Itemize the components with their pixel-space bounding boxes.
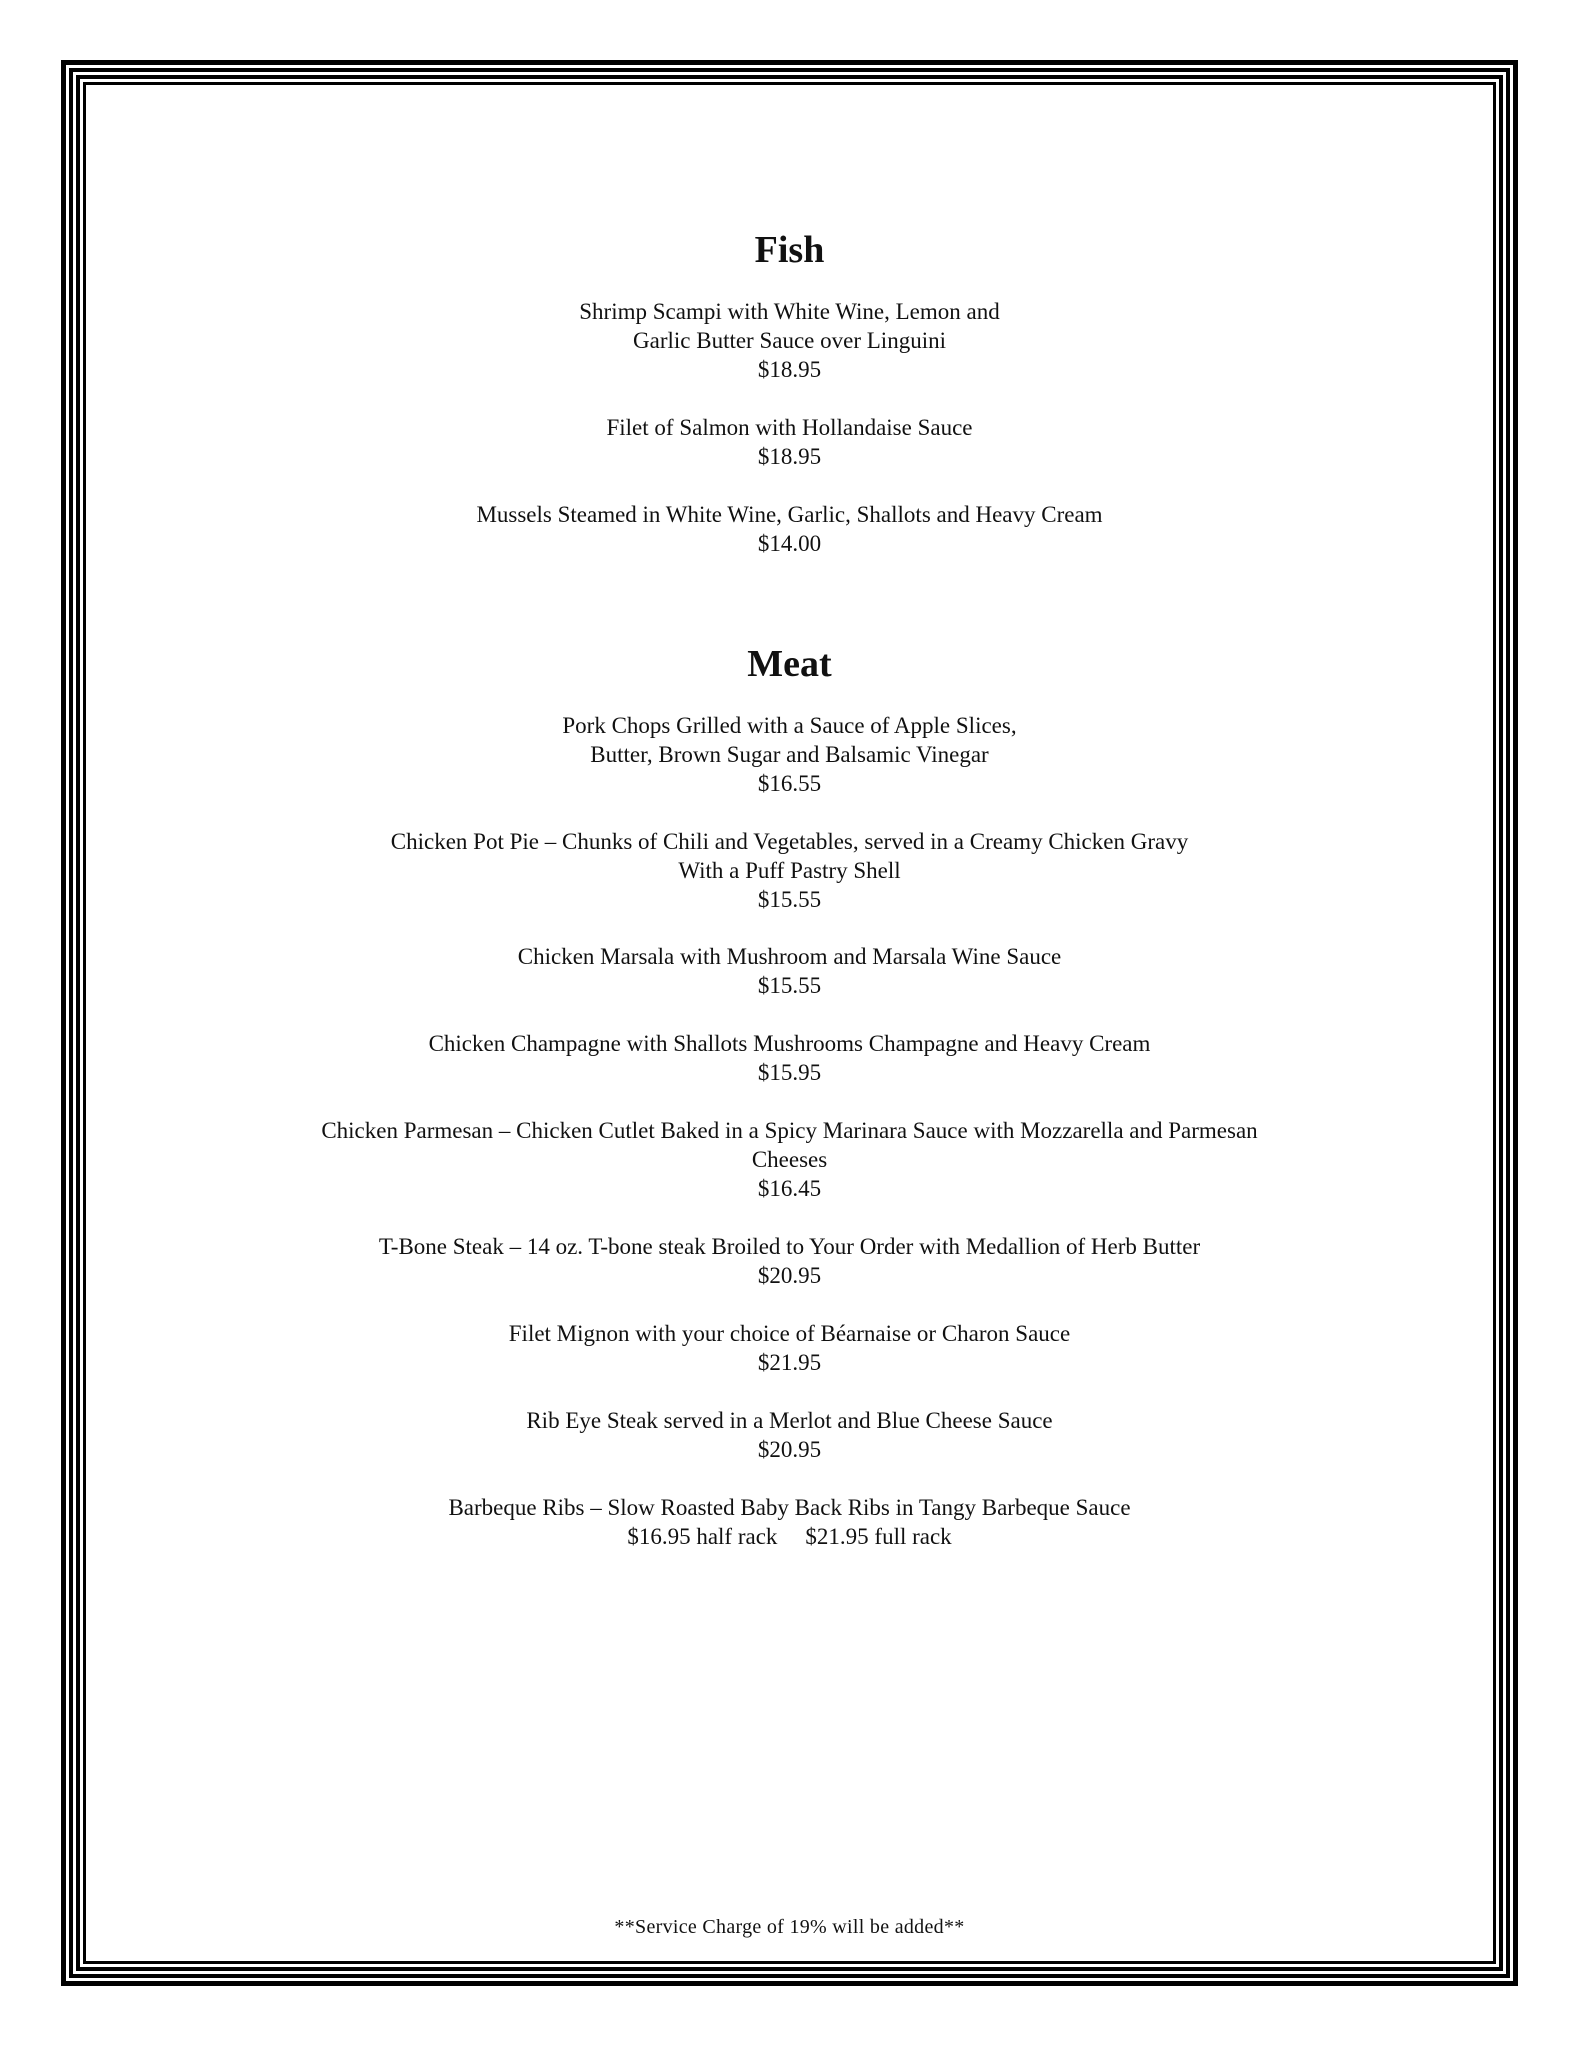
item-price: $15.55 bbox=[757, 887, 822, 912]
item-description-line: Chicken Champagne with Shallots Mushrooms Champagne and Heavy Cream bbox=[428, 1031, 1151, 1056]
item-price-options bbox=[90, 1522, 1489, 1551]
menu-item-filet-of-salmon bbox=[90, 413, 1489, 471]
item-price: $16.55 bbox=[757, 771, 822, 796]
item-description-line: Garlic Butter Sauce over Linguini bbox=[633, 328, 946, 353]
service-charge-note: **Service Charge of 19% will be added** bbox=[614, 1916, 965, 1938]
item-description-line: Filet of Salmon with Hollandaise Sauce bbox=[606, 415, 973, 440]
menu-item-chicken-parmesan bbox=[90, 1116, 1489, 1203]
item-description-line: Pork Chops Grilled with a Sauce of Apple Slices, bbox=[562, 713, 1017, 738]
menu-item-chicken-champagne bbox=[90, 1029, 1489, 1087]
item-description-line: T-Bone Steak – 14 oz. T-bone steak Broiled to Your Order with Medallion of Herb Butter bbox=[378, 1234, 1201, 1259]
item-description-line: Barbeque Ribs – Slow Roasted Baby Back Ribs in Tangy Barbeque Sauce bbox=[448, 1495, 1131, 1520]
item-description-line: Shrimp Scampi with White Wine, Lemon and bbox=[579, 299, 1000, 324]
item-description-line: Chicken Marsala with Mushroom and Marsala Wine Sauce bbox=[517, 944, 1062, 969]
item-price: $18.95 bbox=[757, 444, 822, 469]
menu-item-mussels bbox=[90, 500, 1489, 558]
item-description-line: Chicken Parmesan – Chicken Cutlet Baked in a Spicy Marinara Sauce with Mozzarella and Parmesan bbox=[321, 1118, 1258, 1143]
menu-item-shrimp-scampi bbox=[90, 297, 1489, 384]
item-description-line: Cheeses bbox=[751, 1147, 828, 1172]
menu-item-chicken-marsala bbox=[90, 942, 1489, 1000]
item-description-line: With a Puff Pastry Shell bbox=[678, 858, 901, 883]
item-price: $20.95 bbox=[757, 1437, 822, 1462]
item-price: $18.95 bbox=[757, 357, 822, 382]
menu-item-filet-mignon bbox=[90, 1319, 1489, 1377]
menu-item-rib-eye-steak bbox=[90, 1406, 1489, 1464]
item-description-line: Filet Mignon with your choice of Béarnaise or Charon Sauce bbox=[508, 1321, 1071, 1346]
item-price: $16.45 bbox=[757, 1176, 822, 1201]
section-title-meat: Meat bbox=[747, 643, 832, 685]
item-price: $21.95 bbox=[757, 1350, 822, 1375]
item-description-line: Mussels Steamed in White Wine, Garlic, Shallots and Heavy Cream bbox=[476, 502, 1103, 527]
item-price: $14.00 bbox=[757, 531, 822, 556]
item-description-line: Rib Eye Steak served in a Merlot and Blue Cheese Sauce bbox=[526, 1408, 1053, 1433]
menu-item-t-bone-steak bbox=[90, 1232, 1489, 1290]
menu-item-chicken-pot-pie bbox=[90, 827, 1489, 914]
item-price: $15.55 bbox=[757, 973, 822, 998]
menu-item-pork-chops bbox=[90, 711, 1489, 798]
item-price-full-rack: $21.95 full rack bbox=[805, 1524, 952, 1549]
item-description-line: Chicken Pot Pie – Chunks of Chili and Vegetables, served in a Creamy Chicken Gravy bbox=[390, 829, 1189, 854]
menu-item-barbeque-ribs bbox=[90, 1493, 1489, 1551]
item-price: $20.95 bbox=[757, 1263, 822, 1288]
item-price-half-rack: $16.95 half rack bbox=[627, 1524, 778, 1549]
item-price: $15.95 bbox=[757, 1060, 822, 1085]
section-title-fish: Fish bbox=[754, 229, 825, 271]
item-description-line: Butter, Brown Sugar and Balsamic Vinegar bbox=[590, 742, 989, 767]
